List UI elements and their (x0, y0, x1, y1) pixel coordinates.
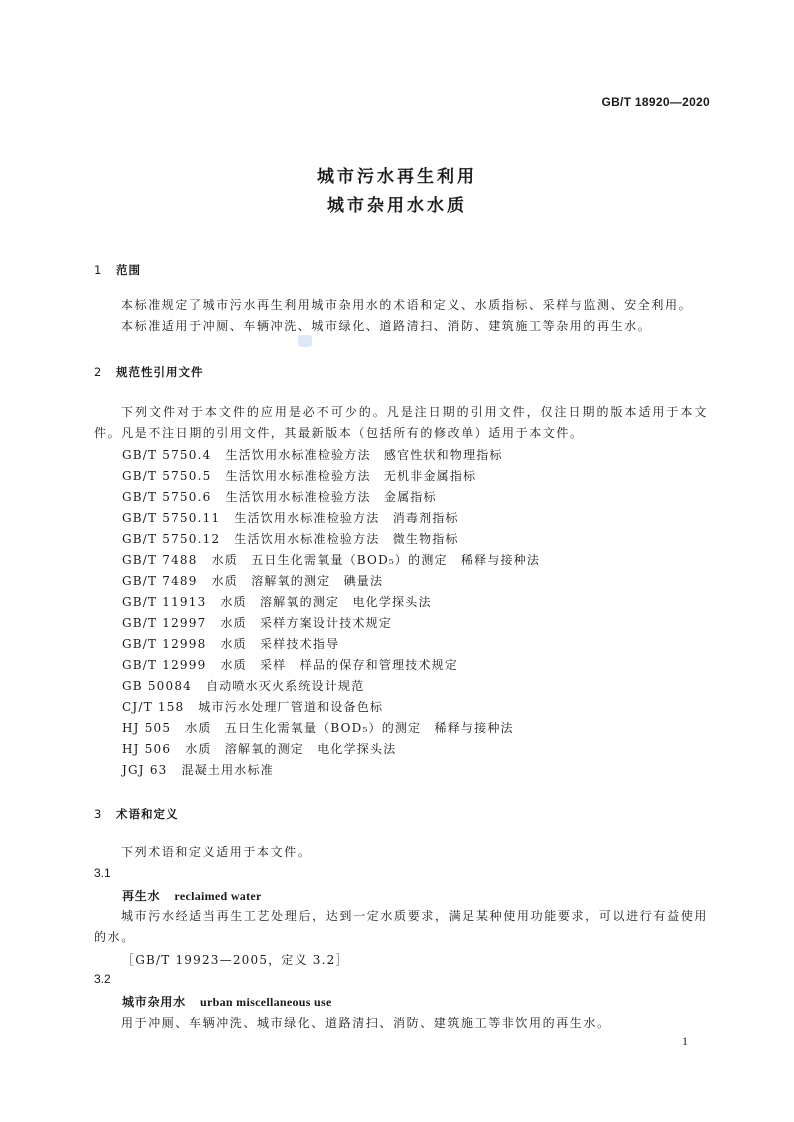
reference-item (122, 509, 459, 526)
reference-code: GB/T 12998 (122, 637, 207, 651)
reference-item (122, 593, 432, 610)
reference-title: 水质 溶解氧的测定 碘量法 (211, 574, 384, 588)
term-definition: 用于冲厕、车辆冲洗、城市绿化、道路清扫、消防、建筑施工等非饮用的再生水。 (121, 1016, 611, 1030)
reference-code: GB/T 12997 (122, 616, 207, 630)
watermark-logo (298, 335, 312, 347)
reference-item (122, 635, 339, 652)
reference-item (122, 488, 437, 505)
reference-item (122, 656, 458, 673)
reference-code: GB/T 7489 (122, 574, 198, 588)
section-number: 3 (94, 807, 103, 821)
reference-title: 混凝土用水标准 (181, 763, 274, 777)
reference-item (122, 614, 392, 631)
term-chinese: 再生水 (122, 889, 161, 903)
reference-title: 生活饮用水标准检验方法 微生物指标 (234, 532, 459, 546)
reference-code: GB/T 5750.12 (122, 532, 221, 546)
standard-number: GB/T 18920—2020 (601, 95, 710, 109)
reference-item (122, 740, 396, 757)
document-title-line2: 城市杂用水水质 (327, 196, 467, 216)
section-3-heading (94, 806, 179, 822)
reference-code: JGJ 63 (122, 763, 168, 777)
paragraph: 本标准规定了城市污水再生利用城市杂用水的术语和定义、水质指标、采样与监测、安全利用。 (121, 298, 693, 312)
reference-title: 水质 溶解氧的测定 电化学探头法 (185, 742, 397, 756)
reference-item (122, 572, 383, 589)
reference-title: 水质 采样方案设计技术规定 (220, 616, 393, 630)
reference-code: HJ 506 (122, 742, 172, 756)
reference-code: GB/T 12999 (122, 658, 207, 672)
term-number: 3.1 (94, 866, 111, 880)
section-2-heading (94, 364, 204, 380)
section-1-heading (94, 262, 141, 278)
reference-code: GB/T 5750.6 (122, 490, 212, 504)
section-number: 2 (94, 365, 103, 379)
reference-item (122, 719, 514, 736)
section-title: 范围 (116, 263, 141, 277)
reference-title: 水质 采样技术指导 (220, 637, 340, 651)
reference-code: GB/T 7488 (122, 553, 198, 567)
reference-code: GB/T 11913 (122, 595, 207, 609)
paragraph: 本标准适用于冲厕、车辆冲洗、城市绿化、道路清扫、消防、建筑施工等杂用的再生水。 (121, 319, 652, 333)
reference-item (122, 446, 503, 463)
reference-item (122, 467, 476, 484)
paragraph: 下列术语和定义适用于本文件。 (121, 845, 312, 859)
section-title: 术语和定义 (116, 807, 179, 821)
term-chinese: 城市杂用水 (122, 995, 187, 1009)
reference-title: 水质 五日生化需氧量（BOD₅）的测定 稀释与接种法 (211, 553, 541, 567)
reference-item (122, 698, 383, 715)
section-number: 1 (94, 263, 103, 277)
reference-item (122, 530, 459, 547)
section-title: 规范性引用文件 (116, 365, 204, 379)
reference-title: 生活饮用水标准检验方法 消毒剂指标 (234, 511, 459, 525)
document-title-line1: 城市污水再生利用 (317, 167, 477, 187)
reference-code: HJ 505 (122, 721, 172, 735)
reference-item (122, 761, 274, 778)
reference-title: 水质 五日生化需氧量（BOD₅）的测定 稀释与接种法 (185, 721, 514, 735)
term-heading (122, 887, 262, 904)
reference-code: GB/T 5750.11 (122, 511, 221, 525)
reference-title: 生活饮用水标准检验方法 无机非金属指标 (225, 469, 477, 483)
term-definition: 城市污水经适当再生工艺处理后，达到一定水质要求，满足某种使用功能要求，可以进行有益使用的水。 (94, 909, 708, 944)
reference-title: 生活饮用水标准检验方法 金属指标 (225, 490, 437, 504)
reference-code: CJ/T 158 (122, 700, 185, 714)
term-english: reclaimed water (174, 889, 262, 903)
reference-title: 自动喷水灭火系统设计规范 (206, 679, 365, 693)
term-english: urban miscellaneous use (200, 995, 332, 1009)
page-number: 1 (682, 1034, 688, 1048)
reference-item (122, 677, 364, 694)
reference-title: 城市污水处理厂管道和设备色标 (198, 700, 384, 714)
term-source: ［GB/T 19923—2005，定义 3.2］ (122, 953, 349, 967)
term-number: 3.2 (94, 972, 111, 986)
reference-title: 水质 溶解氧的测定 电化学探头法 (220, 595, 432, 609)
reference-code: GB/T 5750.5 (122, 469, 212, 483)
paragraph: 下列文件对于本文件的应用是必不可少的。凡是注日期的引用文件，仅注日期的版本适用于本文件。凡是不注日期的引用文件，其最新版本（包括所有的修改单）适用于本文件。 (94, 405, 708, 440)
reference-title: 水质 采样 样品的保存和管理技术规定 (220, 658, 459, 672)
reference-item (122, 551, 540, 568)
reference-title: 生活饮用水标准检验方法 感官性状和物理指标 (225, 448, 503, 462)
reference-code: GB/T 5750.4 (122, 448, 212, 462)
term-heading (122, 993, 332, 1010)
reference-code: GB 50084 (122, 679, 192, 693)
